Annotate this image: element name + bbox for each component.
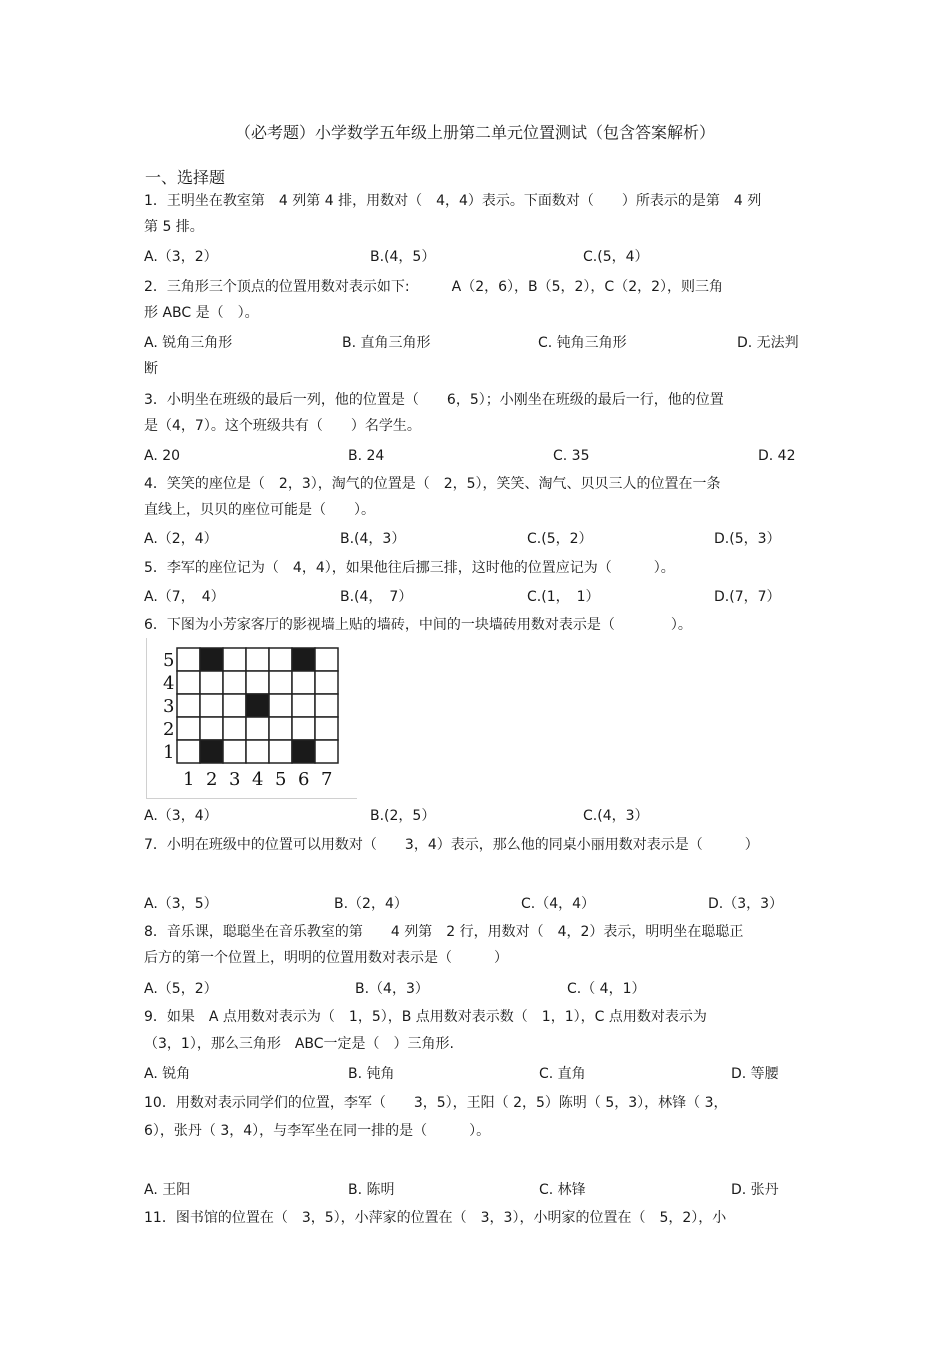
question-3-option-c: C. 35 — [553, 448, 590, 464]
question-8-option-a: A.（5，2） — [144, 981, 218, 997]
tile-white — [223, 694, 246, 717]
question-10-option-a: A. 王阳 — [144, 1182, 191, 1198]
question-8-option-c: C.（ 4，1） — [567, 981, 646, 997]
question-2-text-cont: 形 ABC 是（ ）。 — [144, 305, 259, 321]
tile-white — [246, 648, 269, 671]
question-2-option-d: D. 无法判 — [737, 335, 799, 351]
grid-row-label: 3 — [163, 696, 175, 717]
grid-col-label: 5 — [275, 769, 287, 790]
question-7-text: 7．小明在班级中的位置可以用数对（ 3，4）表示，那么他的同桌小丽用数对表示是（ ） — [144, 837, 759, 853]
question-2-option-b: B. 直角三角形 — [342, 335, 431, 351]
question-5-option-c: C.(1， 1） — [527, 589, 600, 605]
tile-white — [315, 717, 338, 740]
tile-white — [315, 671, 338, 694]
grid-col-label: 3 — [229, 769, 241, 790]
question-4-option-d: D.(5，3） — [714, 531, 781, 547]
tile-white — [200, 694, 223, 717]
question-3-option-a: A. 20 — [144, 448, 181, 464]
grid-col-label: 1 — [183, 769, 195, 790]
question-2-option-d-wrap: 断 — [144, 361, 158, 377]
grid-col-label: 7 — [321, 769, 333, 790]
question-8-text-cont: 后方的第一个位置上，明明的位置用数对表示是（ ） — [144, 950, 508, 966]
question-5-option-a: A.（7， 4） — [144, 589, 225, 605]
question-10-option-c: C. 林锋 — [539, 1182, 586, 1198]
question-5-option-d: D.(7，7） — [714, 589, 781, 605]
question-8-text: 8．音乐课，聪聪坐在音乐教室的第 4 列第 2 行，用数对（ 4，2）表示，明明坐在聪聪正 — [144, 924, 744, 940]
question-9-option-b: B. 钝角 — [348, 1066, 395, 1082]
tile-grid-svg — [147, 638, 357, 798]
question-2-option-c: C. 钝角三角形 — [538, 335, 627, 351]
question-6-text: 6．下图为小芳家客厅的影视墙上贴的墙砖，中间的一块墙砖用数对表示是（ ）。 — [144, 617, 692, 633]
tile-white — [177, 717, 200, 740]
question-4-option-a: A.（2，4） — [144, 531, 218, 547]
question-2-option-a: A. 锐角三角形 — [144, 335, 233, 351]
question-9-option-a: A. 锐角 — [144, 1066, 191, 1082]
tile-black — [292, 740, 315, 763]
grid-row-label: 1 — [163, 742, 175, 763]
tile-white — [246, 717, 269, 740]
question-5-text: 5．李军的座位记为（ 4，4），如果他往后挪三排，这时他的位置应记为（ ）。 — [144, 560, 675, 576]
tile-grid-figure — [146, 638, 357, 799]
tile-black — [200, 740, 223, 763]
question-1-text-cont: 第 5 排。 — [144, 219, 204, 235]
tile-white — [292, 717, 315, 740]
question-7-option-a: A.（3，5） — [144, 896, 218, 912]
question-9-text-cont: （3，1），那么三角形 ABC一定是（ ）三角形. — [144, 1036, 454, 1052]
question-10-option-b: B. 陈明 — [348, 1182, 395, 1198]
tile-white — [315, 740, 338, 763]
tile-white — [246, 671, 269, 694]
question-4-text: 4．笑笑的座位是（ 2，3），淘气的位置是（ 2，5），笑笑、淘气、贝贝三人的位置在一条 — [144, 476, 721, 492]
question-1-option-a: A.（3，2） — [144, 249, 218, 265]
question-3-option-b: B. 24 — [348, 448, 385, 464]
tile-white — [292, 694, 315, 717]
question-6-option-b: B.(2，5） — [370, 808, 436, 824]
tile-white — [177, 694, 200, 717]
tile-white — [246, 740, 269, 763]
question-6-option-a: A.（3，4） — [144, 808, 218, 824]
tile-white — [269, 717, 292, 740]
grid-row-label: 2 — [163, 719, 175, 740]
question-4-text-cont: 直线上，贝贝的座位可能是（ ）。 — [144, 502, 375, 518]
tile-white — [315, 648, 338, 671]
question-10-option-d: D. 张丹 — [731, 1182, 779, 1198]
tile-white — [223, 671, 246, 694]
tile-white — [177, 648, 200, 671]
tile-white — [223, 740, 246, 763]
tile-white — [177, 740, 200, 763]
grid-row-label: 4 — [163, 673, 175, 694]
question-6-option-c: C.(4，3） — [583, 808, 649, 824]
tile-white — [269, 671, 292, 694]
tile-white — [177, 671, 200, 694]
question-11-text: 11．图书馆的位置在（ 3，5），小萍家的位置在（ 3，3），小明家的位置在（ 5，2），小 — [144, 1210, 727, 1226]
grid-col-label: 6 — [298, 769, 310, 790]
tile-white — [292, 671, 315, 694]
tile-white — [269, 694, 292, 717]
question-2-text: 2．三角形三个顶点的位置用数对表示如下: A（2，6），B（5，2），C（2，2），则三角 — [144, 279, 724, 295]
grid-row-label: 5 — [163, 650, 175, 671]
question-3-option-d: D. 42 — [758, 448, 796, 464]
tile-white — [269, 648, 292, 671]
question-7-option-c: C.（4，4） — [521, 896, 596, 912]
question-9-option-c: C. 直角 — [539, 1066, 586, 1082]
tile-black — [200, 648, 223, 671]
tile-black — [292, 648, 315, 671]
tile-white — [315, 694, 338, 717]
question-9-option-d: D. 等腰 — [731, 1066, 779, 1082]
question-4-option-b: B.(4，3） — [340, 531, 406, 547]
document-title: （必考题）小学数学五年级上册第二单元位置测试（包含答案解析） — [234, 123, 715, 142]
question-10-text-cont: 6），张丹（ 3，4），与李军坐在同一排的是（ ）。 — [144, 1123, 491, 1139]
question-9-text: 9．如果 A 点用数对表示为（ 1，5），B 点用数对表示数（ 1，1），C 点用数对表示为 — [144, 1009, 707, 1025]
grid-col-label: 2 — [206, 769, 218, 790]
question-10-text: 10．用数对表示同学们的位置，李军（ 3，5），王阳（ 2，5）陈明（ 5，3），林锋（ 3， — [144, 1095, 728, 1111]
question-1-text: 1．王明坐在教室第 4 列第 4 排，用数对（ 4，4）表示。下面数对（ ）所表示的是第 4 列 — [144, 193, 762, 209]
grid-col-label: 4 — [252, 769, 264, 790]
question-8-option-b: B.（4，3） — [355, 981, 429, 997]
question-3-text: 3．小明坐在班级的最后一列，他的位置是（ 6，5）；小刚坐在班级的最后一行，他的位置 — [144, 392, 724, 408]
tile-white — [269, 740, 292, 763]
question-4-option-c: C.(5，2） — [527, 531, 593, 547]
question-7-option-d: D.（3，3） — [708, 896, 784, 912]
question-5-option-b: B.(4， 7） — [340, 589, 413, 605]
question-7-option-b: B.（2，4） — [334, 896, 408, 912]
tile-white — [223, 648, 246, 671]
tile-black — [246, 694, 269, 717]
question-3-text-cont: 是（4，7）。这个班级共有（ ）名学生。 — [144, 418, 421, 434]
section-heading: 一、选择题 — [145, 168, 226, 187]
question-1-option-b: B.(4，5） — [370, 249, 436, 265]
tile-white — [200, 717, 223, 740]
question-1-option-c: C.(5，4） — [583, 249, 649, 265]
tile-white — [223, 717, 246, 740]
tile-white — [200, 671, 223, 694]
